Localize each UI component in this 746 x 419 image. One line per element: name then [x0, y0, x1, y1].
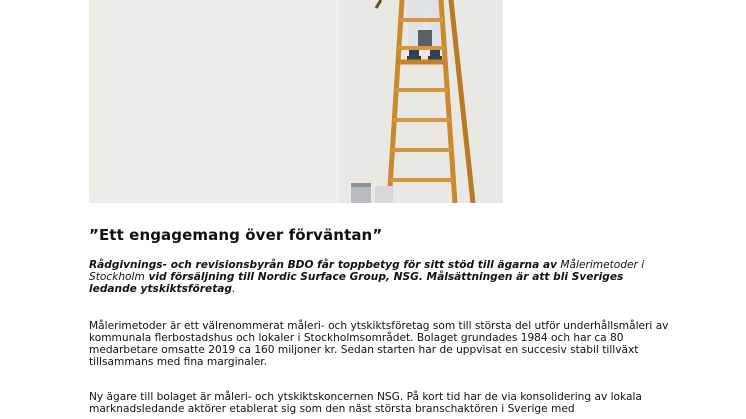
- article-paragraph-1: Målerimetoder är ett välrenommerat måleri- och ytskiktsföretag som till största del utför underhållsmåleri av kommunala flerbostadshus och lokaler i Stockholmsområdet. Bolaget grundades 1984 och har ca 80 medarbetare omsatte 2019 ca 160 miljoner kr. Sedan starten har de uppvisat en succesiv stabil tillväxt tillsammans med fina marginaler.: [89, 320, 669, 368]
- lead-text-1: Rådgivnings- och revisionsbyrån BDO får toppbetyg för sitt stöd till ägarna av: [89, 259, 557, 271]
- painter-on-ladder-illustration: [89, 0, 503, 203]
- article-lead: [89, 259, 669, 295]
- article-heading: ”Ett engagemang över förväntan”: [89, 226, 383, 244]
- article-photo: [89, 0, 503, 203]
- lead-company-name: Målerimetoder i Stockholm: [89, 259, 645, 283]
- article-paragraph-2: Ny ägare till bolaget är måleri- och ytskiktskoncernen NSG. På kort tid har de via konsolidering av lokala marknadsledande aktörer etablerat sig som den näst största branschaktören i Sverige med: [89, 391, 642, 415]
- lead-text-2: vid försäljning till Nordic Surface Group, NSG. Målsättningen är att bli Sveriges ledande ytskiktsföretag: [89, 271, 624, 295]
- lead-end: .: [232, 283, 236, 295]
